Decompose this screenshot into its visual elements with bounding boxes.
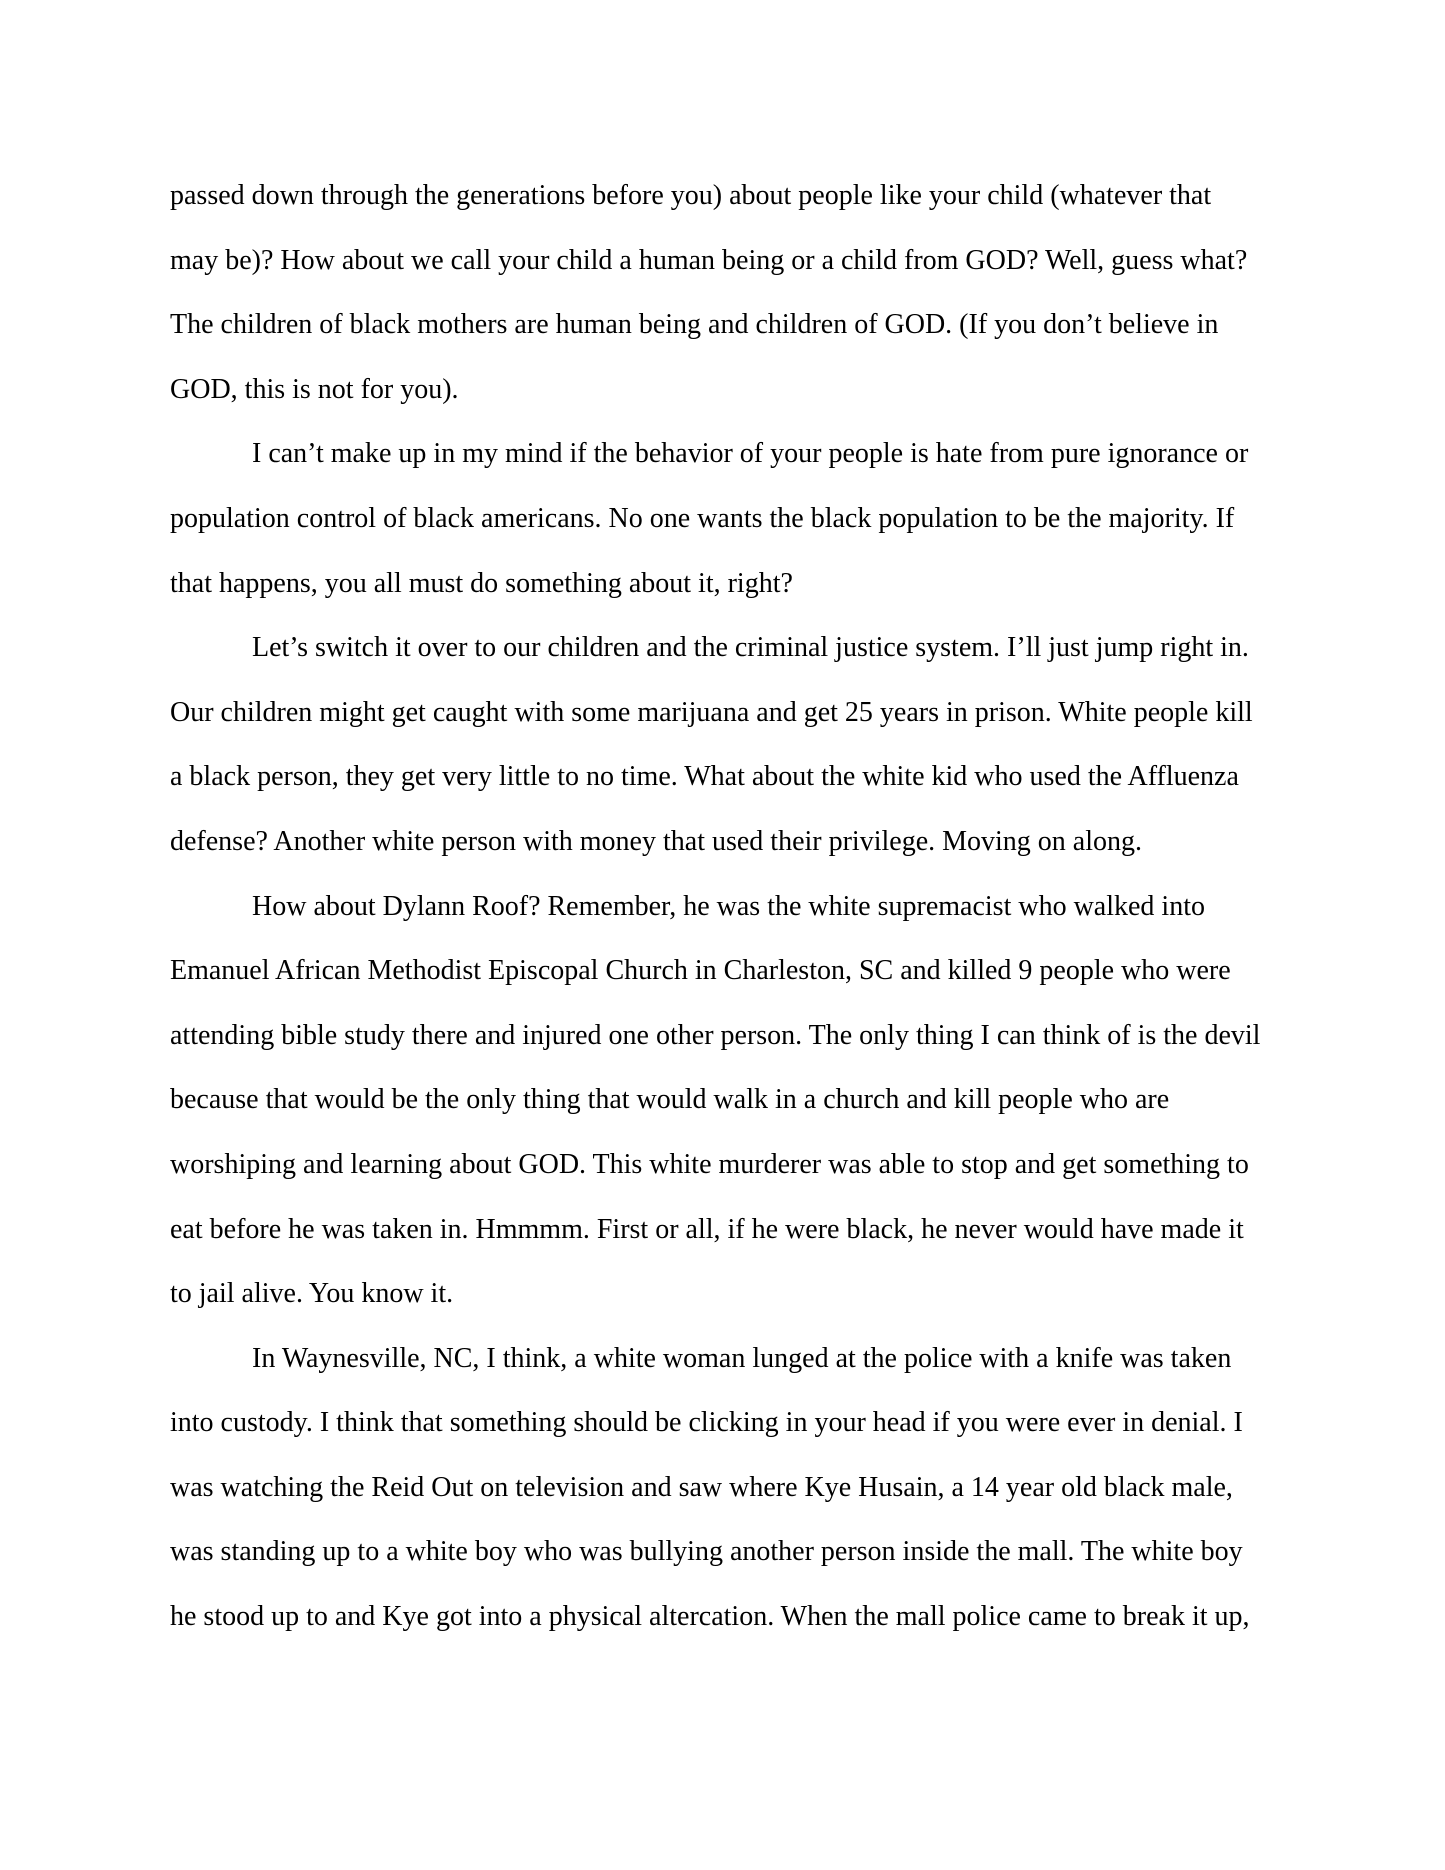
text-line: that happens, you all must do something about it, right? bbox=[170, 567, 793, 599]
paragraph-first-line: Let’s switch it over to our children and the criminal justice system. I’ll just jump right in. bbox=[252, 632, 1249, 664]
paragraph-first-line: I can’t make up in my mind if the behavior of your people is hate from pure ignorance or bbox=[252, 438, 1249, 470]
text-line: attending bible study there and injured one other person. The only thing I can think of is the devil bbox=[170, 1019, 1261, 1051]
text-line: population control of black americans. No one wants the black population to be the majority. If bbox=[170, 502, 1235, 534]
text-line: eat before he was taken in. Hmmmm. First or all, if he were black, he never would have made it bbox=[170, 1213, 1244, 1245]
text-line: may be)? How about we call your child a human being or a child from GOD? Well, guess what? bbox=[170, 244, 1248, 276]
text-line: worshiping and learning about GOD. This white murderer was able to stop and get something to bbox=[170, 1148, 1249, 1180]
text-line: GOD, this is not for you). bbox=[170, 373, 459, 405]
text-line: defense? Another white person with money that used their privilege. Moving on along. bbox=[170, 825, 1143, 857]
text-line: passed down through the generations before you) about people like your child (whatever that bbox=[170, 180, 1212, 211]
text-line: Emanuel African Methodist Episcopal Church in Charleston, SC and killed 9 people who were bbox=[170, 955, 1231, 987]
body-text bbox=[170, 164, 1290, 1650]
text-line: was watching the Reid Out on television and saw where Kye Husain, a 14 year old black male, bbox=[170, 1471, 1233, 1503]
text-line: The children of black mothers are human being and children of GOD. (If you don’t believe in bbox=[170, 309, 1219, 341]
text-line: to jail alive. You know it. bbox=[170, 1278, 454, 1310]
text-line: a black person, they get very little to no time. What about the white kid who used the Affluenza bbox=[170, 761, 1239, 793]
paragraph-first-line: How about Dylann Roof? Remember, he was the white supremacist who walked into bbox=[252, 890, 1205, 922]
text-line: he stood up to and Kye got into a physical altercation. When the mall police came to break it up, bbox=[170, 1601, 1250, 1633]
text-line: Our children might get caught with some marijuana and get 25 years in prison. White people kill bbox=[170, 696, 1253, 728]
text-line: into custody. I think that something should be clicking in your head if you were ever in denial. I bbox=[170, 1407, 1243, 1439]
paragraph-first-line: In Waynesville, NC, I think, a white woman lunged at the police with a knife was taken bbox=[252, 1342, 1232, 1374]
text-line: was standing up to a white boy who was bullying another person inside the mall. The white boy bbox=[170, 1536, 1243, 1568]
text-line: because that would be the only thing that would walk in a church and kill people who are bbox=[170, 1084, 1170, 1116]
